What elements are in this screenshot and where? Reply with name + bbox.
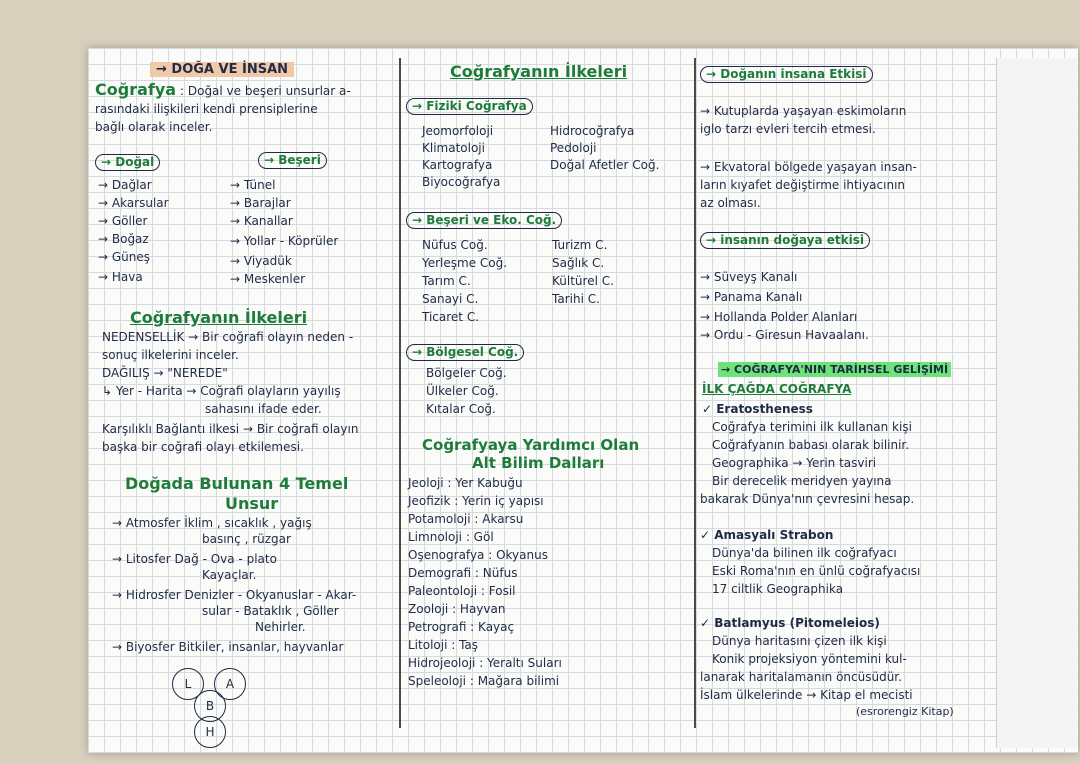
yardimci-item: Demografi : Nüfus [408,566,518,580]
yardimci-item: Jeofizik : Yerin iç yapısı [408,494,544,508]
etki-line: → Ekvatoral bölgede yaşayan insan- [700,160,917,174]
insan-line: → Ordu - Giresun Havaalanı. [700,328,869,342]
venn-circle-a: A [214,668,246,700]
batlamyus-label: ✓ Batlamyus (Pitomeleios) [700,616,880,630]
venn-circle-b: B [194,690,226,722]
fiziki-item: Doğal Afetler Coğ. [550,158,660,172]
yardimci-title-2: Alt Bilim Dalları [472,454,605,472]
beseri-eko-item: Turizm C. [552,238,608,252]
beseri-item: → Barajlar [230,196,291,210]
yardimci-item: Litoloji : Taş [408,638,479,652]
etki-line: az olması. [700,196,761,210]
tarih-label: → COĞRAFYA'NIN TARİHSEL GELİŞİMİ [718,362,951,377]
batlamyus-line: (esrorengiz Kitap) [856,705,954,718]
strabon-line: Eski Roma'nın en ünlü coğrafyacısı [712,564,921,578]
fiziki-item: Hidrocoğrafya [550,124,635,138]
yardimci-item: Oşenografya : Okyanus [408,548,548,562]
yardimci-item: Speleoloji : Mağara bilimi [408,674,560,688]
unsur-title-1: Doğada Bulunan 4 Temel [125,474,349,493]
dogal-item: → Akarsular [98,196,169,210]
page-margin-strip [996,58,1077,748]
venn-circle-l: L [172,668,204,700]
ilkeler-line: başka bir coğrafi olayı etkilemesi. [102,440,304,454]
venn-circle-h: H [194,716,226,748]
column-divider-right [694,58,696,728]
beseri-item: → Viyadük [230,254,292,268]
ilkeler-line: Karşılıklı Bağlantı ilkesi → Bir coğrafi olayın [102,422,359,436]
cografya-def-line-1: : Doğal ve beşeri unsurlar a- [180,84,351,98]
cografya-term: Coğrafya [95,80,177,99]
fiziki-item: Klimatoloji [422,141,485,155]
fiziki-item: Biyocoğrafya [422,175,501,189]
beseri-item: → Kanallar [230,214,293,228]
strabon-line: 17 ciltlik Geographika [712,582,844,596]
middle-title: Coğrafyanın İlkeleri [450,62,628,81]
yardimci-title-1: Coğrafyaya Yardımcı Olan [422,436,640,454]
fiziki-item: Kartografya [422,158,493,172]
eratostheness-line: Coğrafyanın babası olarak bilinir. [712,438,910,452]
cografya-def-line-2: rasındaki ilişkileri kendi prensiplerine [95,102,318,116]
bolgesel-label: → Bölgesel Coğ. [406,344,524,361]
ilkeler-line: ↳ Yer - Harita → Coğrafi olayların yayılış [102,384,341,398]
insan-label: → insanın doğaya etkisi [700,232,870,249]
etki-line: → Kutuplarda yaşayan eskimoların [700,104,907,118]
batlamyus-line: lanarak haritalamanın öncüsüdür. [700,670,902,684]
dogal-item: → Göller [98,214,148,228]
dogal-item: → Boğaz [98,232,149,246]
beseri-item: → Meskenler [230,272,306,286]
bolgesel-item: Ülkeler Coğ. [426,384,499,398]
batlamyus-line: Konik projeksiyon yöntemini kul- [712,652,907,666]
left-ilkeler-title: Coğrafyanın İlkeleri [130,308,308,327]
etki-line: iglo tarzı evleri tercih etmesi. [700,122,876,136]
dogal-label: → Doğal [95,154,160,171]
ilkeler-line: DAĞILIŞ → "NEREDE" [102,366,228,380]
eratostheness-line: Coğrafya terimini ilk kullanan kişi [712,420,912,434]
unsur-title-2: Unsur [225,494,279,513]
strabon-label: ✓ Amasyalı Strabon [700,528,834,542]
beseri-item: → Yollar - Köprüler [230,234,339,248]
ilkeler-line: sahasını ifade eder. [205,402,322,416]
unsur-line: → Hidrosfer Denizler - Okyanuslar - Akar- [112,588,357,602]
unsur-line: Nehirler. [255,620,306,634]
unsur-line: → Atmosfer İklim , sıcaklık , yağış [112,516,312,530]
eratostheness-line: Bir derecelik meridyen yayına [712,474,892,488]
fiziki-label: → Fiziki Coğrafya [406,98,533,115]
yardimci-item: Petrografi : Kayaç [408,620,515,634]
unsur-line: basınç , rüzgar [202,532,291,546]
yardimci-item: Jeoloji : Yer Kabuğu [408,476,523,490]
yardimci-item: Zooloji : Hayvan [408,602,506,616]
dogal-item: → Dağlar [98,178,152,192]
bolgesel-item: Kıtalar Coğ. [426,402,496,416]
unsur-line: Kayaçlar. [202,568,257,582]
unsur-line: → Biyosfer Bitkiler, insanlar, hayvanlar [112,640,344,654]
bolgesel-item: Bölgeler Coğ. [426,366,507,380]
etki-line: ların kıyafet değiştirme ihtiyacının [700,178,906,192]
left-heading: → DOĞA VE İNSAN [150,62,294,77]
fiziki-item: Jeomorfoloji [422,124,494,138]
yardimci-item: Hidrojeoloji : Yeraltı Suları [408,656,562,670]
unsur-line: → Litosfer Dağ - Ova - plato [112,552,277,566]
beseri-eko-item: Kültürel C. [552,274,614,288]
beseri-eko-item: Sanayi C. [422,292,479,306]
etki-label: → Doğanın insana Etkisi [700,66,873,83]
insan-line: → Panama Kanalı [700,290,803,304]
yardimci-item: Potamoloji : Akarsu [408,512,524,526]
ilkeler-line: sonuç ilkelerini inceler. [102,348,239,362]
dogal-item: → Hava [98,270,143,284]
beseri-eko-item: Sağlık C. [552,256,605,270]
unsur-line: sular - Bataklık , Göller [202,604,339,618]
beseri-eko-label: → Beşeri ve Eko. Coğ. [406,212,562,229]
beseri-eko-item: Nüfus Coğ. [422,238,488,252]
batlamyus-line: İslam ülkelerinde → Kitap el mecisti [700,688,913,702]
beseri-eko-item: Tarihi C. [552,292,600,306]
eratostheness-line: bakarak Dünya'nın çevresini hesap. [700,492,915,506]
insan-line: → Hollanda Polder Alanları [700,310,858,324]
beseri-eko-item: Ticaret C. [422,310,480,324]
yardimci-item: Paleontoloji : Fosil [408,584,516,598]
ilkeler-line: NEDENSELLİK → Bir coğrafi olayın neden - [102,330,354,344]
column-divider-left [399,58,401,728]
beseri-eko-item: Yerleşme Coğ. [422,256,508,270]
beseri-eko-item: Tarım C. [422,274,471,288]
eratostheness-line: Geographika → Yerin tasviri [712,456,877,470]
yardimci-item: Limnoloji : Göl [408,530,494,544]
ilkcag-label: İLK ÇAĞDA COĞRAFYA [702,382,852,396]
dogal-item: → Güneş [98,250,151,264]
batlamyus-line: Dünya haritasını çizen ilk kişi [712,634,887,648]
beseri-item: → Tünel [230,178,276,192]
cografya-def-line-3: bağlı olarak inceler. [95,120,213,134]
strabon-line: Dünya'da bilinen ilk coğrafyacı [712,546,897,560]
eratostheness-label: ✓ Eratostheness [702,402,813,416]
beseri-label: → Beşeri [258,152,327,169]
fiziki-item: Pedoloji [550,141,597,155]
insan-line: → Süveyş Kanalı [700,270,798,284]
